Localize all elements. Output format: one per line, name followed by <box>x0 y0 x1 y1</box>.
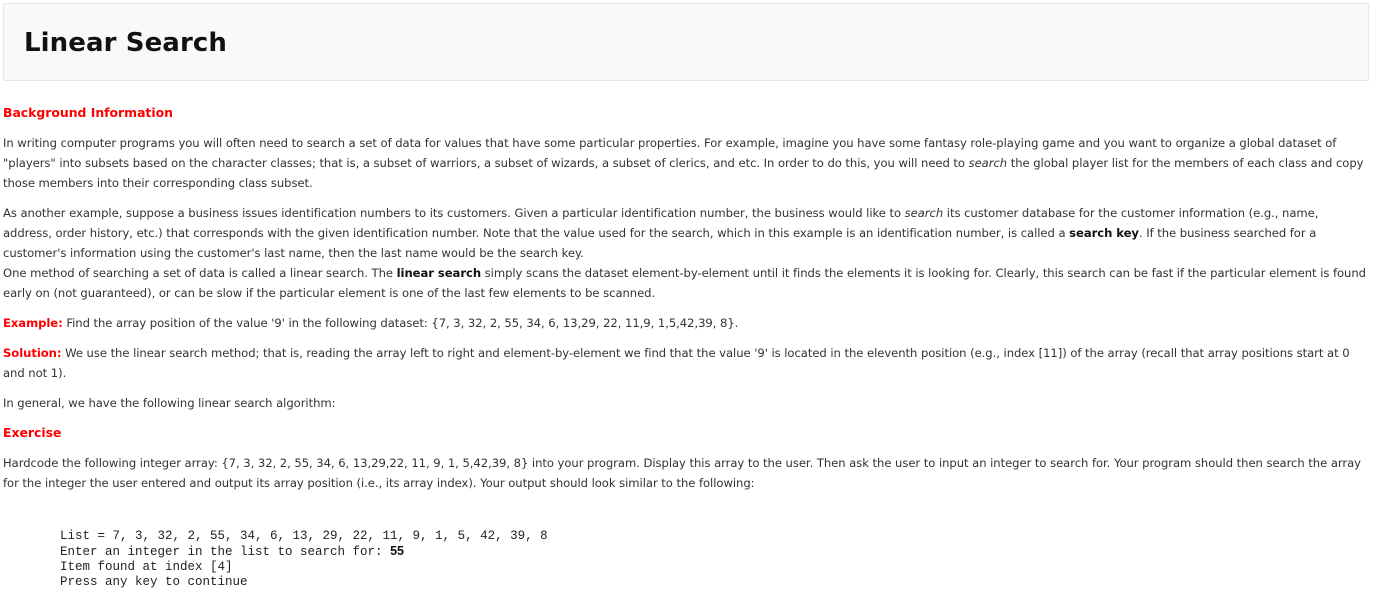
text: the global player list for the members of each class and copy those members into their corresponding class subset. <box>3 156 1364 190</box>
sample-output <box>60 529 548 590</box>
text: In writing computer programs you will often need to search a set of data for values that have some particular properties. For example, imagine you have some fantasy role-playing game and you want to organize a global dataset of "players" into subsets based on the character classes; that is, a subset of warriors, a subset of wizards, a subset of clerics, and etc. In order to do this, you will need to <box>3 136 1337 170</box>
solution-text: We use the linear search method; that is, reading the array left to right and element-by-element we find that the value '9' is located in the eleventh position (e.g., index [11]) of the array (recall that array positions start at 0 and not 1). <box>3 346 1350 380</box>
bold-linear-search: linear search <box>396 266 482 280</box>
console-user-input: 55 <box>390 544 404 558</box>
solution-label: Solution: <box>3 346 62 360</box>
article-body <box>3 103 1369 503</box>
solution-paragraph <box>3 343 1369 383</box>
text: its customer database for the customer information (e.g., name, address, order history, etc.) that corresponds with the given identification number. Note that the value used for the search, which in this example is an identification number, is called a <box>3 206 1319 240</box>
background-paragraph-1 <box>3 133 1369 193</box>
page-header <box>3 3 1369 81</box>
example-text: Find the array position of the value '9' in the following dataset: {7, 3, 32, 2, 55, 34, 6, 13,29, 22, 11,9, 1,5,42,39, 8}. <box>62 316 739 330</box>
background-paragraph-3 <box>3 263 1369 303</box>
example-paragraph <box>3 313 1369 333</box>
text: . If the business searched for a customer's information using the customer's last name, then the last name would be the search key. <box>3 226 1317 260</box>
emphasis-search: search <box>968 156 1008 170</box>
text: One method of searching a set of data is called a linear search. The <box>3 266 397 280</box>
bold-search-key: search key <box>1069 226 1139 240</box>
general-paragraph: In general, we have the following linear search algorithm: <box>3 396 336 410</box>
exercise-paragraph: Hardcode the following integer array: {7, 3, 32, 2, 55, 34, 6, 13,29,22, 11, 9, 1, 5,42,39, 8} into your program. Display this array to the user. Then ask the user to input an integer to search for. Your program should then search the array for the integer the user entered and output its array position (i.e., its array index). Your output should look similar to the following: <box>3 456 1361 490</box>
emphasis-search: search <box>904 206 944 220</box>
text: simply scans the dataset element-by-element until it finds the elements it is looking for. Clearly, this search can be fast if the particular element is found early on (not guaranteed), or can be slow if the particular element is one of the last few elements to be scanned. <box>3 266 1366 300</box>
console-line-list: List = 7, 3, 32, 2, 55, 34, 6, 13, 29, 22, 11, 9, 1, 5, 42, 39, 8 <box>60 529 548 543</box>
exercise-heading: Exercise <box>3 425 62 440</box>
text: As another example, suppose a business issues identification numbers to its customers. Given a particular identification number, the business would like to <box>3 206 905 220</box>
example-label: Example: <box>3 316 63 330</box>
page-title: Linear Search <box>24 28 227 58</box>
background-paragraph-2 <box>3 203 1369 263</box>
console-prompt-text: Enter an integer in the list to search for: <box>60 545 391 559</box>
console-line-result: Item found at index [4] <box>60 560 233 574</box>
console-line-prompt <box>60 544 548 560</box>
background-heading: Background Information <box>3 105 173 120</box>
console-line-continue: Press any key to continue <box>60 575 248 589</box>
